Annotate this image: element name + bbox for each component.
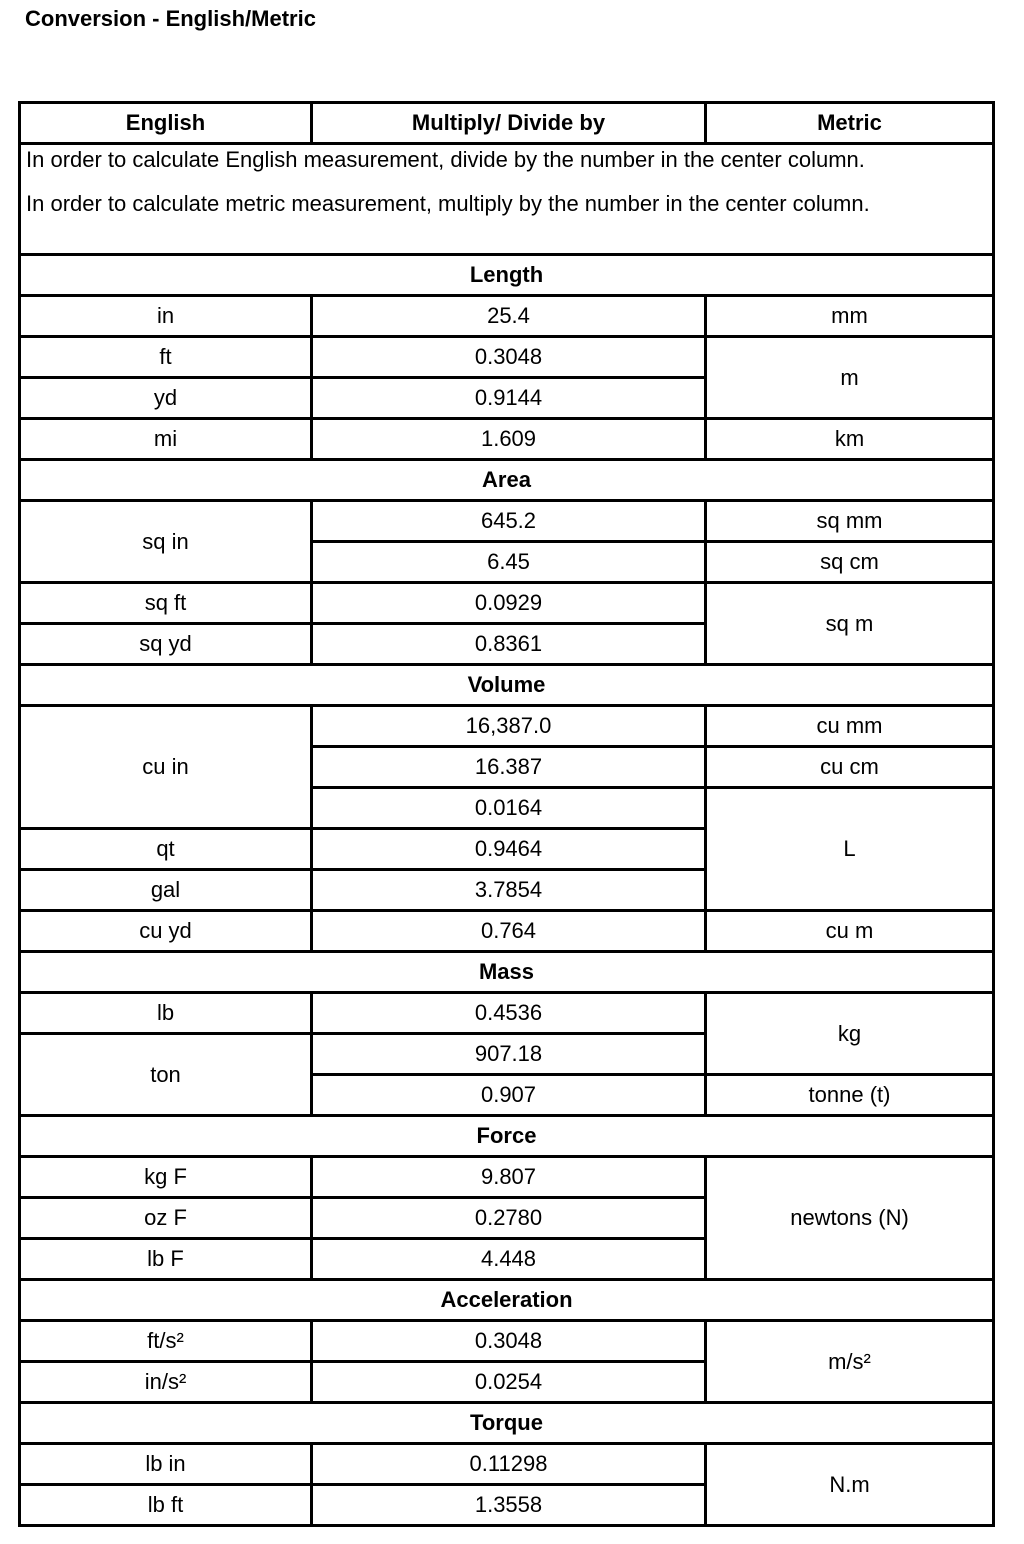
- instruction-metric: In order to calculate metric measurement, multiply by the number in the center column.: [26, 191, 870, 216]
- metric-unit: sq cm: [706, 542, 994, 583]
- metric-unit: m/s²: [706, 1321, 994, 1403]
- section-label: Volume: [20, 665, 994, 706]
- column-header-metric: Metric: [706, 103, 994, 144]
- metric-unit: km: [706, 419, 994, 460]
- english-unit: in/s²: [20, 1362, 312, 1403]
- table-row: [20, 1157, 994, 1198]
- instructions-row: [20, 144, 994, 255]
- metric-unit: tonne (t): [706, 1075, 994, 1116]
- conversion-factor: 16,387.0: [312, 706, 706, 747]
- table-row: [20, 911, 994, 952]
- conversion-factor: 1.3558: [312, 1485, 706, 1526]
- conversion-factor: 0.3048: [312, 337, 706, 378]
- table-row: [20, 419, 994, 460]
- conversion-factor: 0.9464: [312, 829, 706, 870]
- english-unit: lb ft: [20, 1485, 312, 1526]
- section-label: Force: [20, 1116, 994, 1157]
- metric-unit: N.m: [706, 1444, 994, 1526]
- conversion-factor: 6.45: [312, 542, 706, 583]
- english-unit: ft: [20, 337, 312, 378]
- conversion-factor: 4.448: [312, 1239, 706, 1280]
- metric-unit: sq mm: [706, 501, 994, 542]
- metric-unit: sq m: [706, 583, 994, 665]
- english-unit: cu yd: [20, 911, 312, 952]
- conversion-factor: 0.0929: [312, 583, 706, 624]
- conversion-factor: 907.18: [312, 1034, 706, 1075]
- english-unit: sq in: [20, 501, 312, 583]
- section-row-torque: [20, 1403, 994, 1444]
- conversion-factor: 16.387: [312, 747, 706, 788]
- table-row: [20, 993, 994, 1034]
- conversion-factor: 0.764: [312, 911, 706, 952]
- table-row: [20, 501, 994, 542]
- conversion-factor: 0.4536: [312, 993, 706, 1034]
- conversion-factor: 1.609: [312, 419, 706, 460]
- section-row-area: [20, 460, 994, 501]
- conversion-factor: 0.3048: [312, 1321, 706, 1362]
- english-unit: yd: [20, 378, 312, 419]
- english-unit: sq yd: [20, 624, 312, 665]
- section-row-acceleration: [20, 1280, 994, 1321]
- english-unit: cu in: [20, 706, 312, 829]
- metric-unit: m: [706, 337, 994, 419]
- metric-unit: mm: [706, 296, 994, 337]
- metric-unit: cu cm: [706, 747, 994, 788]
- conversion-factor: 9.807: [312, 1157, 706, 1198]
- english-unit: ton: [20, 1034, 312, 1116]
- conversion-factor: 0.11298: [312, 1444, 706, 1485]
- english-unit: kg F: [20, 1157, 312, 1198]
- english-unit: qt: [20, 829, 312, 870]
- page-title: Conversion - English/Metric: [25, 6, 316, 31]
- conversion-factor: 645.2: [312, 501, 706, 542]
- table-row: [20, 337, 994, 378]
- english-unit: lb F: [20, 1239, 312, 1280]
- table-row: [20, 583, 994, 624]
- section-row-mass: [20, 952, 994, 993]
- english-unit: ft/s²: [20, 1321, 312, 1362]
- english-unit: in: [20, 296, 312, 337]
- column-header-factor: Multiply/ Divide by: [312, 103, 706, 144]
- metric-unit: newtons (N): [706, 1157, 994, 1280]
- english-unit: sq ft: [20, 583, 312, 624]
- section-row-volume: [20, 665, 994, 706]
- conversion-factor: 0.0164: [312, 788, 706, 829]
- instruction-english: In order to calculate English measurement, divide by the number in the center column.: [26, 147, 865, 172]
- english-unit: oz F: [20, 1198, 312, 1239]
- conversion-factor: 3.7854: [312, 870, 706, 911]
- metric-unit: cu m: [706, 911, 994, 952]
- metric-unit: L: [706, 788, 994, 911]
- table-row: [20, 296, 994, 337]
- header-row: [20, 103, 994, 144]
- section-row-force: [20, 1116, 994, 1157]
- conversion-factor: 0.0254: [312, 1362, 706, 1403]
- english-unit: lb: [20, 993, 312, 1034]
- english-unit: mi: [20, 419, 312, 460]
- column-header-english: English: [20, 103, 312, 144]
- conversion-factor: 0.2780: [312, 1198, 706, 1239]
- conversion-factor: 0.8361: [312, 624, 706, 665]
- metric-unit: cu mm: [706, 706, 994, 747]
- table-row: [20, 1321, 994, 1362]
- section-row-length: [20, 255, 994, 296]
- conversion-factor: 25.4: [312, 296, 706, 337]
- conversion-factor: 0.9144: [312, 378, 706, 419]
- table-row: [20, 1444, 994, 1485]
- conversion-factor: 0.907: [312, 1075, 706, 1116]
- section-label: Area: [20, 460, 994, 501]
- english-unit: gal: [20, 870, 312, 911]
- instructions-cell: [20, 144, 994, 255]
- section-label: Length: [20, 255, 994, 296]
- table-row: [20, 706, 994, 747]
- english-unit: lb in: [20, 1444, 312, 1485]
- metric-unit: kg: [706, 993, 994, 1075]
- section-label: Acceleration: [20, 1280, 994, 1321]
- section-label: Torque: [20, 1403, 994, 1444]
- section-label: Mass: [20, 952, 994, 993]
- conversion-table: [18, 101, 995, 1527]
